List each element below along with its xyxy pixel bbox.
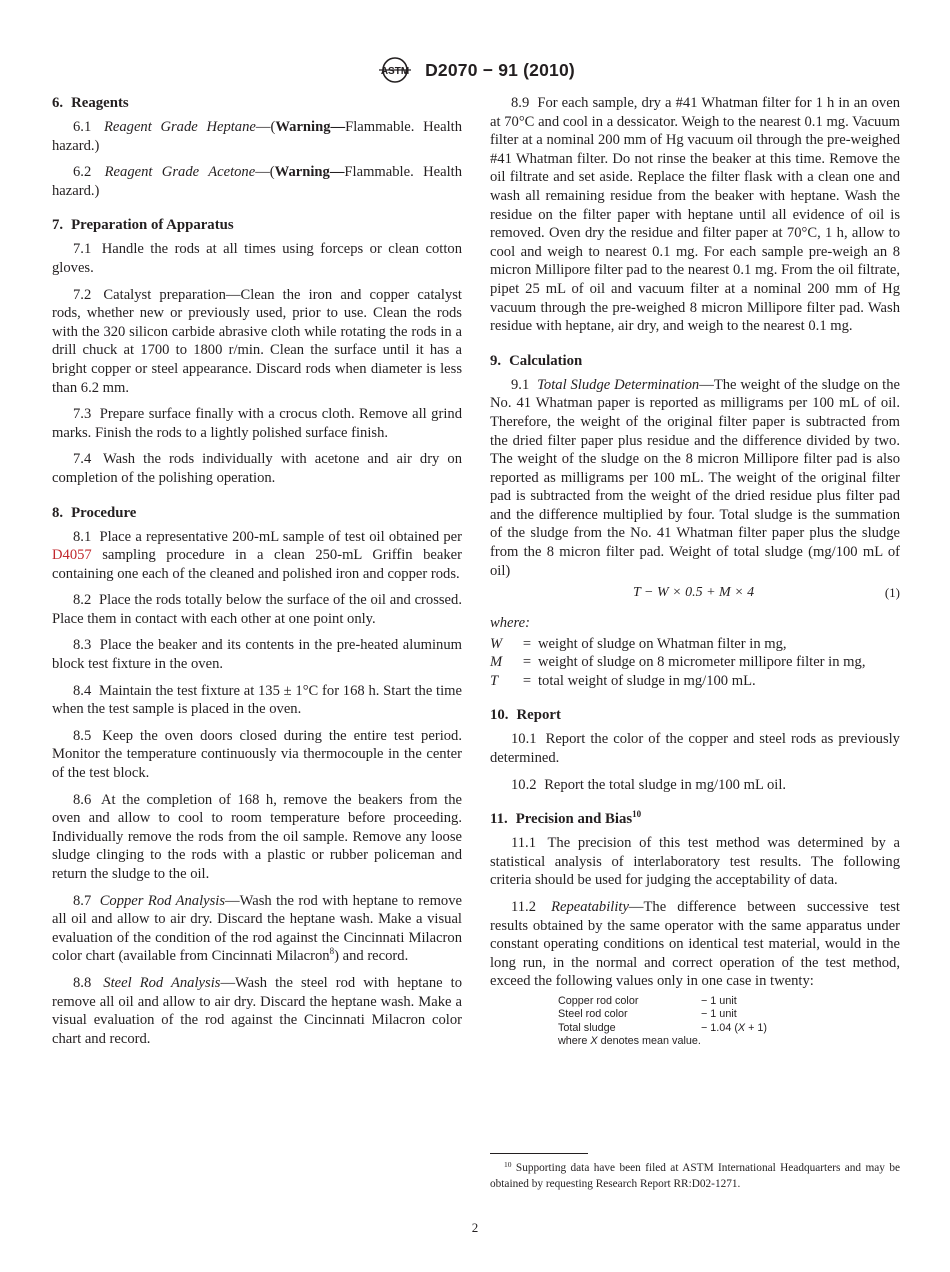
document-designation: D2070 − 91 (2010) — [425, 59, 575, 80]
variable-symbol: W — [490, 635, 503, 652]
section-heading-calculation — [490, 352, 900, 370]
paragraph-number: 10.2 — [511, 776, 537, 793]
text: Flammable. Health hazard.) — [52, 119, 463, 154]
footnote-text: Supporting data have been filed at ASTM International Headquarters and may be obtained by requesting Research Report RR:D02-1271. — [490, 1162, 900, 1190]
warning-label: Warning— — [274, 164, 345, 181]
paragraph-7-4 — [52, 450, 462, 487]
text: For each sample, dry a #41 Whatman filter for 1 h in an oven at 70°C and cool in a dessicator. Weigh to the nearest 0.1 mg. Vacuum filter at a nominal 200 mm of Hg vacuum oil through the pre-weighed #41 Whatman filter. Do not rinse the beaker at this time. Remove the oil filtrate and set aside. Replace the filter flask with a clean one and wash all remaining residue from the beaker with heptane. Wash the residue on the filter paper with heptane until all evidence of oil is removed. Oven dry the residue and filter paper at 70°C, 1 h, allow to cool and weigh to nearest 0.1 mg. For each sample pre-weigh an 8 micron Millipore filter pad to the nearest 0.1 mg. From the oil filtrate, pipet 25 mL of oil and vacuum filter at a nominal 200 mm of Hg vacuum through the pre-weighed 8 micron Millipore filter pad. Wash residue with heptane, air dry, and weigh to the nearest 0.1 mg. — [490, 95, 900, 335]
equation-expression: T − W × 0.5 + M × 4 — [633, 585, 755, 601]
variable-symbol: M — [490, 654, 503, 671]
paragraph-number: 8.3 — [73, 637, 92, 654]
paragraph-8-6 — [52, 791, 462, 884]
text: The precision of this test method was determined by a statistical analysis of interlaboratory test results. The following criteria should be used for judging the acceptability of data. — [490, 835, 900, 889]
paragraph-7-3 — [52, 405, 462, 442]
text: —The weight of the sludge on the No. 41 Whatman paper is reported as milligrams per 100 mL of oil. Therefore, the weight of the original filter paper is subtracted from the dried filter paper plus residue and the difference divided by two. The weight of the sludge on the 8 micron Millipore filter pad is also reported as milligrams per 100 mL. The weight of the original filter pad is subtracted from the weight of the dried residue plus filter pad and the difference multiplied by four. Total sludge is the summation of the sludge from the No. 41 Whatman filter paper plus the sludge from the 8 micron filter pad. Weight of total sludge (mg/100 mL of oil) — [490, 376, 900, 579]
variable-definition: weight of sludge on Whatman filter in mg, — [538, 635, 787, 652]
section-number: 9. — [490, 352, 502, 369]
definition-row — [490, 653, 900, 672]
text: Handle the rods at all times using forceps or clean cotton gloves. — [52, 241, 462, 276]
precision-table — [558, 995, 900, 1049]
paragraph-number: 8.6 — [73, 791, 92, 808]
paragraph-8-8 — [52, 974, 462, 1048]
text: —The difference between successive test results obtained by the same operator with the same apparatus under constant operating conditions on identical test material, would in the long run, in the normal and correct operation of the test method, exceed the following values only in one case in twenty: — [490, 898, 900, 990]
precision-label: Steel rod color — [558, 1008, 628, 1021]
section-heading-reagents — [52, 94, 462, 112]
section-title: Calculation — [509, 352, 583, 369]
precision-value: − 1 unit — [701, 994, 737, 1007]
precision-label: Copper rod color — [558, 994, 639, 1007]
precision-row — [558, 995, 900, 1008]
italic-term: Total Sludge Determination — [537, 376, 700, 393]
paragraph-number: 7.4 — [73, 451, 92, 468]
page-number: 2 — [471, 1220, 479, 1235]
italic-term: Reagent Grade Heptane — [103, 119, 256, 135]
paragraph-8-7 — [52, 892, 462, 966]
italic-term: Reagent Grade Acetone — [104, 164, 256, 181]
footnote-10 — [490, 1161, 900, 1192]
section-heading-preparation — [52, 216, 462, 234]
italic-term: Repeatability — [551, 898, 629, 915]
section-title: Report — [516, 707, 561, 724]
paragraph-number: 9.1 — [511, 376, 530, 393]
footnote-marker: 10 — [632, 809, 642, 820]
text: + 1) — [745, 1021, 768, 1034]
precision-value: − 1 unit — [701, 1008, 737, 1021]
variable-definitions — [490, 635, 900, 691]
text: Place the beaker and its contents in the pre-heated aluminum block test fixture in the oven. — [52, 637, 462, 673]
paragraph-number: 8.8 — [73, 974, 92, 991]
paragraph-number: 6.2 — [73, 164, 92, 181]
paragraph-10-1 — [490, 730, 900, 767]
section-number: 10. — [490, 707, 509, 724]
svg-text:ASTM: ASTM — [380, 66, 410, 77]
text: − 1.04 ( — [701, 1021, 738, 1034]
paragraph-8-3 — [52, 636, 462, 673]
text: Maintain the test fixture at 135 ± 1°C for 168 h. Start the time when the test sample is placed in the oven. — [52, 682, 462, 718]
paragraph-number: 11.1 — [511, 835, 536, 852]
warning-label: Warning— — [275, 119, 346, 135]
text: —( — [255, 119, 276, 135]
paragraph-number: 7.2 — [73, 286, 92, 303]
text: denotes mean value. — [597, 1035, 701, 1048]
paragraph-number: 7.1 — [73, 241, 92, 258]
section-title: Procedure — [71, 504, 137, 521]
text: —Wash the steel rod with heptane to remove all oil and allow to air dry. Discard the heptane wash. Make a visual evaluation of the rod against the Cincinnati Milacron color chart and record. — [52, 974, 463, 1047]
paragraph-8-9 — [490, 94, 900, 336]
text: Place a representative 200-mL sample of test oil obtained per — [99, 528, 462, 545]
footnote-marker: 10 — [504, 1160, 512, 1169]
equals-sign: = — [522, 672, 532, 689]
paragraph-number: 8.4 — [73, 682, 92, 699]
page-header — [0, 56, 950, 84]
equation-1 — [490, 584, 900, 604]
paragraph-number: 7.3 — [73, 406, 92, 423]
section-title: Reagents — [71, 95, 129, 111]
paragraph-number: 8.9 — [511, 95, 530, 111]
left-column — [52, 94, 462, 1056]
paragraph-8-5 — [52, 727, 462, 783]
equals-sign: = — [522, 654, 532, 671]
variable: X — [737, 1021, 746, 1034]
text: Wash the rods individually with acetone and air dry on completion of the polishing operation. — [52, 451, 462, 486]
paragraph-number: 8.1 — [73, 528, 92, 545]
paragraph-8-4 — [52, 682, 462, 719]
paragraph-7-2 — [52, 286, 462, 398]
paragraph-9-1 — [490, 376, 900, 581]
footnote-marker: 8 — [329, 946, 335, 957]
right-column — [490, 94, 900, 1049]
section-number: 11. — [490, 811, 508, 828]
precision-label: Total sludge — [558, 1021, 616, 1034]
text: Place the rods totally below the surface of the oil and crossed. Place them in contact with each other at one point only. — [52, 592, 462, 627]
variable-definition: total weight of sludge in mg/100 mL. — [538, 672, 756, 689]
precision-row — [558, 1008, 900, 1021]
text: Report the color of the copper and steel rods as previously determined. — [490, 731, 900, 766]
paragraph-8-1 — [52, 528, 462, 584]
equation-number: (1) — [884, 585, 900, 601]
text: At the completion of 168 h, remove the beakers from the oven and allow to cool to room temperature before proceeding. Individually remove the rods from the oil sample. Remove any loose sludge clinging to the rods with a plastic or rubber policeman and return the sludge to the oil. — [52, 791, 463, 882]
precision-note — [558, 1035, 900, 1048]
paragraph-10-2 — [490, 776, 900, 795]
equals-sign: = — [522, 635, 532, 652]
paragraph-6-2 — [52, 163, 462, 200]
text: Keep the oven doors closed during the entire test period. Monitor the temperature continuously via thermocouple in the center of the test block. — [52, 727, 462, 782]
standard-reference-link[interactable]: D4057 — [52, 547, 92, 564]
paragraph-8-2 — [52, 591, 462, 628]
where-label: where: — [490, 615, 530, 632]
text: where — [558, 1035, 591, 1048]
precision-value — [701, 1022, 767, 1035]
paragraph-number: 8.5 — [73, 727, 92, 744]
paragraph-number: 8.7 — [73, 892, 92, 909]
section-heading-procedure — [52, 504, 462, 522]
section-title: Precision and Bias — [515, 811, 633, 828]
paragraph-number: 6.1 — [73, 119, 92, 135]
text: sampling procedure in a clean 250-mL Griffin beaker containing one each of the cleaned and polished iron and copper rods. — [52, 547, 462, 582]
text: Flammable. Health hazard.) — [52, 164, 462, 199]
variable-definition: weight of sludge on 8 micrometer millipore filter in mg, — [538, 654, 866, 671]
paragraph-7-1 — [52, 240, 462, 277]
paragraph-11-2 — [490, 898, 900, 991]
section-title: Preparation of Apparatus — [71, 217, 234, 234]
italic-term: Copper Rod Analysis — [99, 892, 226, 909]
variable: X — [590, 1035, 598, 1048]
text: —Wash the rod with heptane to remove all oil and allow to air dry. Discard the heptane wash. Make a visual evaluation of the condition of the rod against the Cincinnati Milacron color chart (available from Cincinnati Milacron — [52, 892, 462, 965]
text: Prepare surface finally with a crocus cloth. Remove all grind marks. Finish the rods to a lightly polished surface finish. — [52, 406, 462, 441]
footnote-divider — [490, 1153, 588, 1154]
paragraph-number: 10.1 — [511, 731, 537, 748]
definition-row — [490, 672, 900, 691]
precision-row — [558, 1022, 900, 1035]
section-heading-precision — [490, 810, 900, 828]
paragraph-6-1 — [52, 118, 462, 155]
paragraph-number: 11.2 — [511, 898, 536, 915]
section-number: 6. — [52, 95, 64, 111]
definition-row — [490, 635, 900, 654]
paragraph-number: 8.2 — [73, 592, 92, 609]
italic-term: Steel Rod Analysis — [103, 974, 221, 991]
section-number: 8. — [52, 504, 64, 521]
text: —( — [255, 164, 275, 181]
paragraph-11-1 — [490, 834, 900, 890]
astm-logo-icon — [375, 56, 415, 84]
text: Report the total sludge in mg/100 mL oil. — [544, 776, 787, 793]
section-number: 7. — [52, 217, 64, 234]
text: Catalyst preparation—Clean the iron and copper catalyst rods, whether new or previously used, prior to use. Clean the rods with the 320 silicon carbide abrasive cloth while rotating the rods in a drill chuck at 1700 to 1800 r/min. Clean the surface until it has a bright copper or steel appearance. Discard rods when diameter is less than 6.2 mm. — [52, 286, 462, 396]
variable-symbol: T — [490, 672, 499, 689]
section-heading-report — [490, 706, 900, 724]
text: ) and record. — [334, 948, 409, 965]
